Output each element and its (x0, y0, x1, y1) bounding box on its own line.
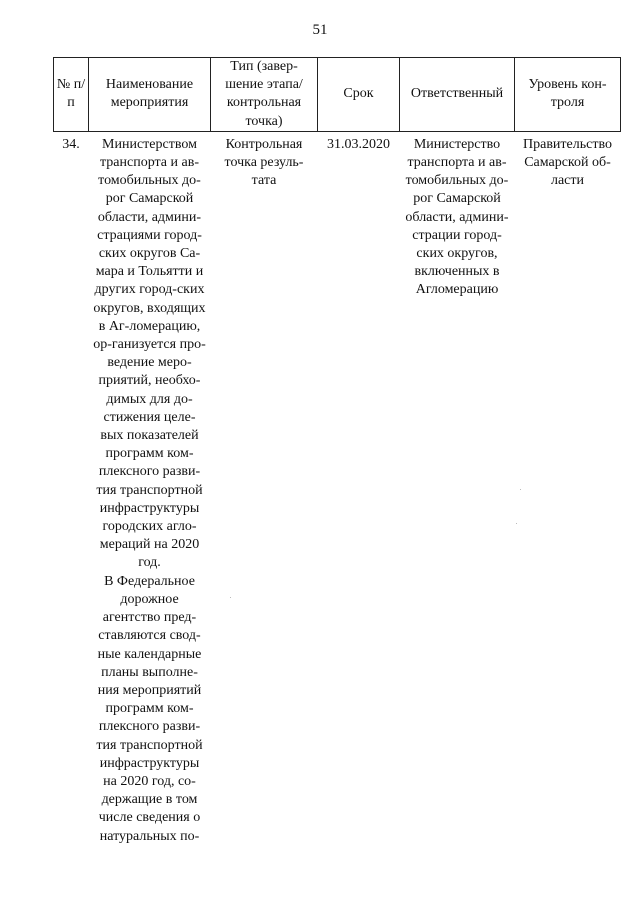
events-table (53, 57, 621, 906)
table-header-row (54, 58, 621, 132)
row-deadline: 31.03.2020 (327, 136, 390, 152)
scan-speck (230, 597, 231, 598)
header-name: Наименование мероприятия (89, 58, 211, 132)
row-name (89, 131, 211, 906)
header-responsible: Ответственный (400, 58, 515, 132)
header-num: № п/п (54, 58, 89, 132)
header-deadline: Срок (318, 58, 400, 132)
scan-speck (516, 523, 517, 524)
row-name-paragraph-1: Министерством транспорта и ав-томобильных до-рог Самарской области, админи-страциями город-ских округов Са-мара и Тольятти и других город-ских округов, входящих в Аг-ломерацию, ор-ганизуется про-ведение меро-приятий, необхо-димых для до-стижения целе-вых показателей программ ком-плексного разви-тия транспортной инфраструктуры городских агло-мераций на 2020 год. (93, 136, 206, 571)
scan-speck (520, 489, 521, 490)
row-responsible: Министерство транспорта и ав-томобильных до-рог Самарской области, админи-страции город-ских округов, включенных в Агломерацию (405, 136, 509, 298)
row-num: 34. (62, 136, 80, 152)
header-type: Тип (завер-шение этапа/ контрольная точка) (211, 58, 318, 132)
row-type: Контрольная точка резуль-тата (224, 136, 304, 189)
row-control: Правительство Самарской об-ласти (523, 136, 612, 189)
header-control: Уровень кон-троля (515, 58, 621, 132)
table-row (54, 131, 621, 906)
row-name-paragraph-2: В Федеральное дорожное агентство пред-ставляются свод-ные календарные планы выполне-ния мероприятий программ ком-плексного разви-тия транспортной инфраструктуры на 2020 год, со-держащие в том числе сведения о натуральных по- (96, 573, 203, 844)
page-number: 51 (312, 22, 328, 38)
